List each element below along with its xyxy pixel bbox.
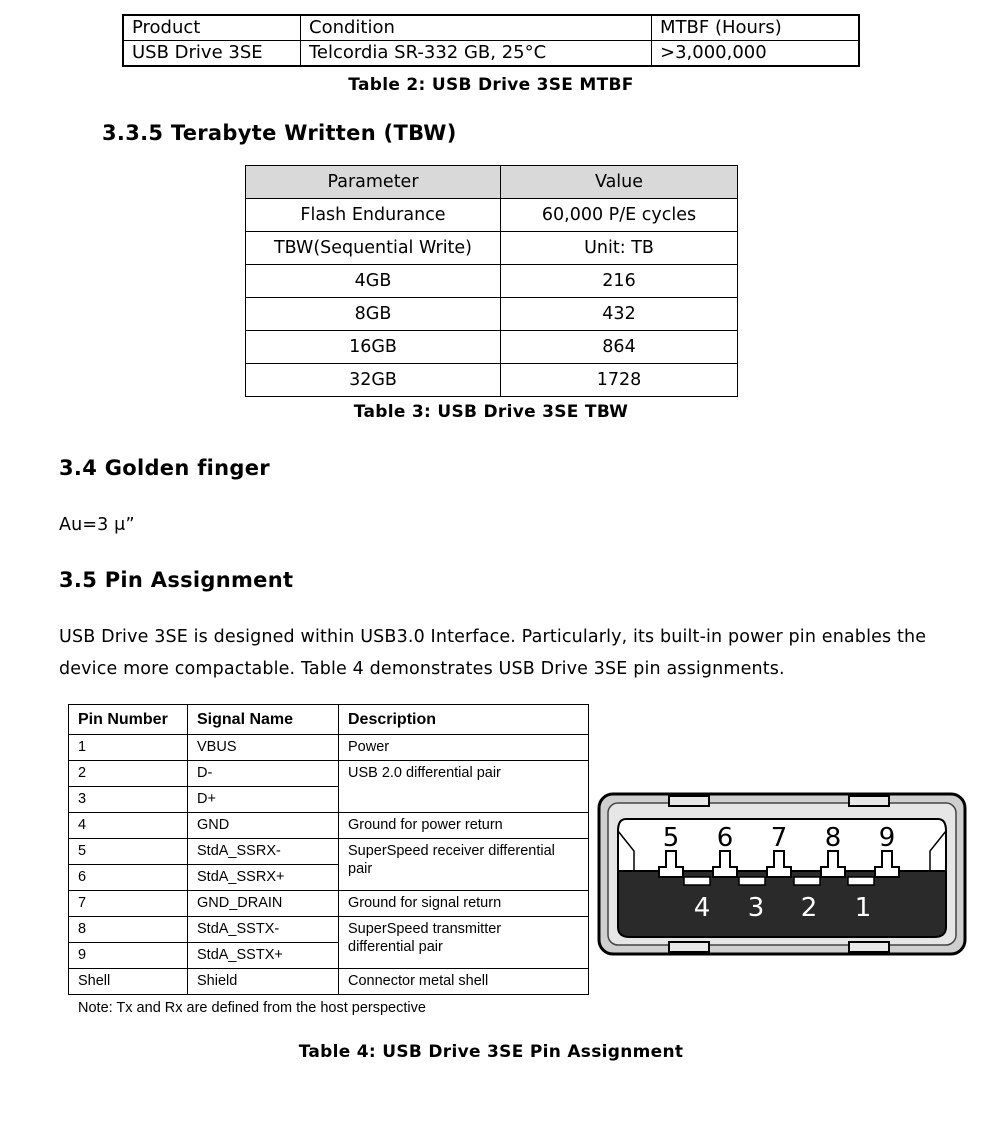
- mtbf-table-caption: Table 2: USB Drive 3SE MTBF: [348, 75, 634, 95]
- connector-pin-label: 6: [716, 823, 734, 853]
- tbw-cell: TBW(Sequential Write): [246, 232, 501, 265]
- tbw-row: [246, 199, 738, 232]
- pin-header-cell: Description: [339, 705, 589, 735]
- tbw-row: [246, 265, 738, 298]
- usb-connector-illustration: [596, 791, 968, 957]
- tbw-heading: 3.3.5 Terabyte Written (TBW): [102, 121, 457, 145]
- usb2-contact: [848, 877, 874, 885]
- pin-number: 7: [69, 891, 188, 917]
- tbw-cell: Flash Endurance: [246, 199, 501, 232]
- golden-finger-heading: 3.4 Golden finger: [59, 456, 270, 480]
- connector-pin-label: 7: [770, 823, 788, 853]
- pin-number: 2: [69, 761, 188, 787]
- tbw-cell: 864: [501, 331, 738, 364]
- pin-signal: Shield: [188, 969, 339, 995]
- connector-pin-label: 8: [824, 823, 842, 853]
- pin-signal: StdA_SSTX+: [188, 943, 339, 969]
- tbw-row: [246, 331, 738, 364]
- pin-description: [339, 917, 589, 969]
- pin-number: 1: [69, 735, 188, 761]
- tbw-row: [246, 298, 738, 331]
- connector-pin-label: 3: [747, 893, 765, 923]
- pin-description: [339, 839, 589, 891]
- mtbf-table: [122, 14, 860, 67]
- pin-row: [69, 917, 589, 943]
- pin-header-cell: Signal Name: [188, 705, 339, 735]
- usb2-contact: [739, 877, 765, 885]
- pin-header-cell: Pin Number: [69, 705, 188, 735]
- pin-signal: D-: [188, 761, 339, 787]
- mtbf-data-row: [123, 41, 859, 67]
- pin-row: [69, 891, 589, 917]
- pin-description: Power: [339, 735, 589, 761]
- shell-tab-bottom-right: [849, 942, 889, 952]
- pin-number: 3: [69, 787, 188, 813]
- mtbf-header-cell: Condition: [301, 15, 652, 41]
- tbw-cell: 216: [501, 265, 738, 298]
- tbw-header-cell: Value: [501, 166, 738, 199]
- pin-number: Shell: [69, 969, 188, 995]
- mtbf-cell: USB Drive 3SE: [123, 41, 301, 67]
- connector-tongue-lower: [618, 871, 946, 937]
- connector-pin-label: 9: [878, 823, 896, 853]
- pin-row: [69, 839, 589, 865]
- pin-header-row: [69, 705, 589, 735]
- usb2-contact: [794, 877, 820, 885]
- pin-paragraph-line-1: USB Drive 3SE is designed within USB3.0 Interface. Particularly, its built-in power pin enables the: [59, 627, 927, 647]
- tbw-header-row: [246, 166, 738, 199]
- mtbf-header-row: [123, 15, 859, 41]
- usb2-contact: [684, 877, 710, 885]
- pin-table-caption: Table 4: USB Drive 3SE Pin Assignment: [298, 1042, 684, 1062]
- tbw-cell: 1728: [501, 364, 738, 397]
- tbw-cell: 32GB: [246, 364, 501, 397]
- pin-signal: StdA_SSRX+: [188, 865, 339, 891]
- pin-paragraph-line-2: device more compactable. Table 4 demonstrates USB Drive 3SE pin assignments.: [59, 659, 785, 679]
- connector-pin-label: 4: [693, 893, 711, 923]
- golden-finger-text: Au=3 μ”: [59, 515, 135, 535]
- tbw-cell: 4GB: [246, 265, 501, 298]
- tbw-cell: 60,000 P/E cycles: [501, 199, 738, 232]
- tbw-cell: Unit: TB: [501, 232, 738, 265]
- connector-pin-label: 1: [854, 893, 872, 923]
- pin-description: Ground for power return: [339, 813, 589, 839]
- mtbf-cell: >3,000,000: [652, 41, 860, 67]
- pin-row: [69, 969, 589, 995]
- mtbf-cell: Telcordia SR-332 GB, 25°C: [301, 41, 652, 67]
- tbw-header-cell: Parameter: [246, 166, 501, 199]
- connector-pin-label: 5: [662, 823, 680, 853]
- mtbf-header-cell: MTBF (Hours): [652, 15, 860, 41]
- tbw-row: [246, 364, 738, 397]
- pin-signal: GND: [188, 813, 339, 839]
- pin-signal: GND_DRAIN: [188, 891, 339, 917]
- pin-number: 5: [69, 839, 188, 865]
- tbw-table-caption: Table 3: USB Drive 3SE TBW: [353, 402, 629, 422]
- pin-description-line: SuperSpeed receiver differential: [348, 843, 555, 859]
- tbw-cell: 16GB: [246, 331, 501, 364]
- pin-signal: D+: [188, 787, 339, 813]
- tbw-table: [245, 165, 738, 397]
- pin-signal: VBUS: [188, 735, 339, 761]
- pin-row: [69, 735, 589, 761]
- pin-row: [69, 813, 589, 839]
- tbw-cell: 432: [501, 298, 738, 331]
- mtbf-header-cell: Product: [123, 15, 301, 41]
- pin-description: USB 2.0 differential pair: [339, 761, 589, 813]
- connector-pin-label: 2: [800, 893, 818, 923]
- pin-row: [69, 761, 589, 787]
- pin-number: 8: [69, 917, 188, 943]
- pin-table: [68, 704, 589, 995]
- pin-description: Ground for signal return: [339, 891, 589, 917]
- pin-description-line: pair: [348, 861, 373, 877]
- pin-number: 6: [69, 865, 188, 891]
- pin-table-note: Note: Tx and Rx are defined from the host perspective: [78, 1000, 426, 1016]
- pin-assignment-heading: 3.5 Pin Assignment: [59, 568, 294, 592]
- pin-number: 4: [69, 813, 188, 839]
- pin-description-line: SuperSpeed transmitter: [348, 921, 502, 937]
- tbw-cell: 8GB: [246, 298, 501, 331]
- pin-description-line: differential pair: [348, 939, 443, 955]
- shell-tab-top-left: [669, 796, 709, 806]
- pin-signal: StdA_SSRX-: [188, 839, 339, 865]
- tbw-row: [246, 232, 738, 265]
- pin-description: Connector metal shell: [339, 969, 589, 995]
- pin-number: 9: [69, 943, 188, 969]
- pin-signal: StdA_SSTX-: [188, 917, 339, 943]
- shell-tab-top-right: [849, 796, 889, 806]
- shell-tab-bottom-left: [669, 942, 709, 952]
